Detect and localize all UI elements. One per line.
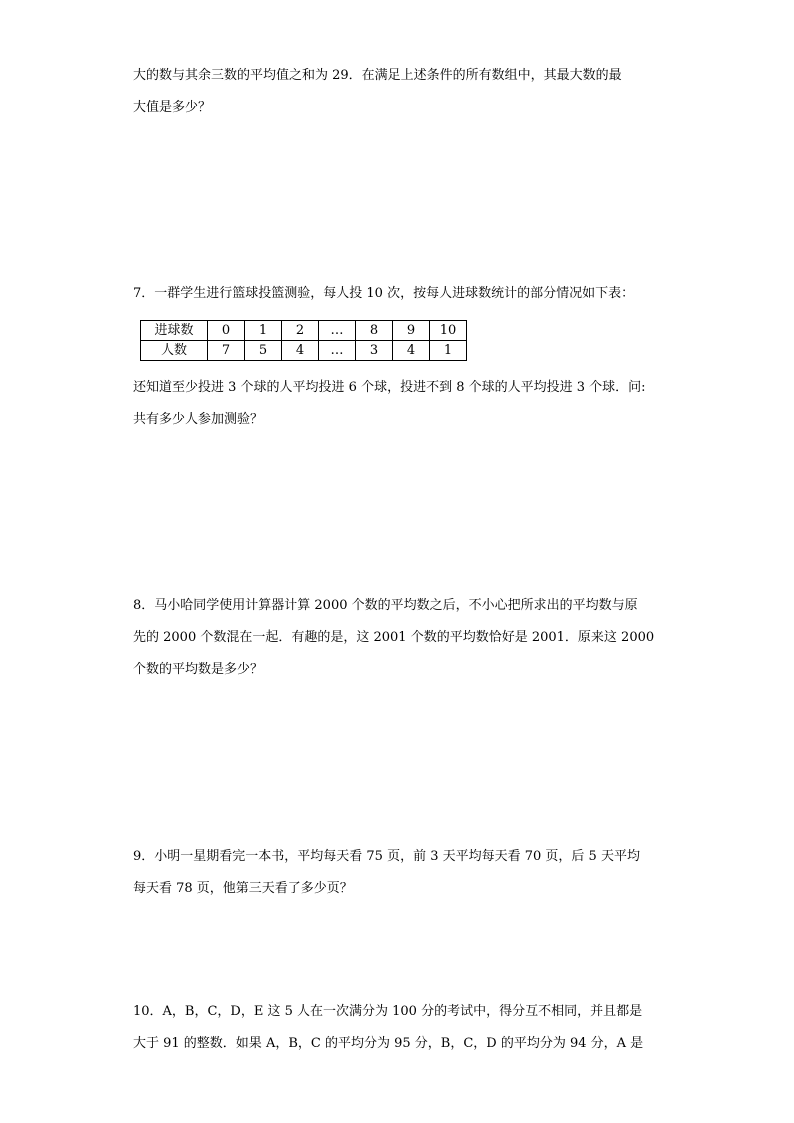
q8-line-2: 先的 2000 个数混在一起．有趣的是，这 2001 个数的平均数恰好是 2001．原来这 2000 (133, 630, 655, 645)
q9-line-2: 每天看 78 页，他第三天看了多少页？ (133, 881, 353, 896)
table-cell: 5 (245, 341, 282, 361)
table-cell: 0 (208, 321, 245, 341)
table-cell: 4 (282, 341, 319, 361)
q9-line-1: 9．小明一星期看完一本书，平均每天看 75 页，前 3 天平均每天看 70 页，后 5 天平均 (133, 849, 640, 864)
q7-line-2: 还知道至少投进 3 个球的人平均投进 6 个球，投进不到 8 个球的人平均投进 3 个球．问: (133, 380, 646, 395)
q8-line-3: 个数的平均数是多少？ (133, 662, 264, 677)
table-cell: 8 (356, 321, 393, 341)
table-row-goals (141, 321, 467, 341)
table-cell: 1 (430, 341, 467, 361)
q6-line-2: 大值是多少？ (133, 100, 212, 115)
table-cell: 1 (245, 321, 282, 341)
table-cell: 3 (356, 341, 393, 361)
table-cell: 7 (208, 341, 245, 361)
q10-line-1: 10．A，B，C，D，E 这 5 人在一次满分为 100 分的考试中，得分互不相同，并且都是 (133, 1004, 643, 1019)
q8-line-1: 8．马小哈同学使用计算器计算 2000 个数的平均数之后，不小心把所求出的平均数与原 (133, 598, 638, 613)
table-cell: 10 (430, 321, 467, 341)
q10-line-2: 大于 91 的整数．如果 A，B，C 的平均分为 95 分，B，C，D 的平均分为 94 分，A 是 (133, 1036, 644, 1051)
table-cell: 4 (393, 341, 430, 361)
q7-line-1: 7．一群学生进行篮球投篮测验，每人投 10 次，按每人进球数统计的部分情况如下表： (133, 286, 635, 301)
q7-line-3: 共有多少人参加测验？ (133, 412, 264, 427)
score-table (140, 320, 467, 361)
table-row-people (141, 341, 467, 361)
table-cell: … (319, 321, 356, 341)
table-cell: 2 (282, 321, 319, 341)
q6-line-1: 大的数与其余三数的平均值之和为 29．在满足上述条件的所有数组中，其最大数的最 (133, 68, 622, 83)
table-cell: 9 (393, 321, 430, 341)
table-cell: … (319, 341, 356, 361)
table-header-people: 人数 (141, 341, 208, 361)
table-header-goals: 进球数 (141, 321, 208, 341)
